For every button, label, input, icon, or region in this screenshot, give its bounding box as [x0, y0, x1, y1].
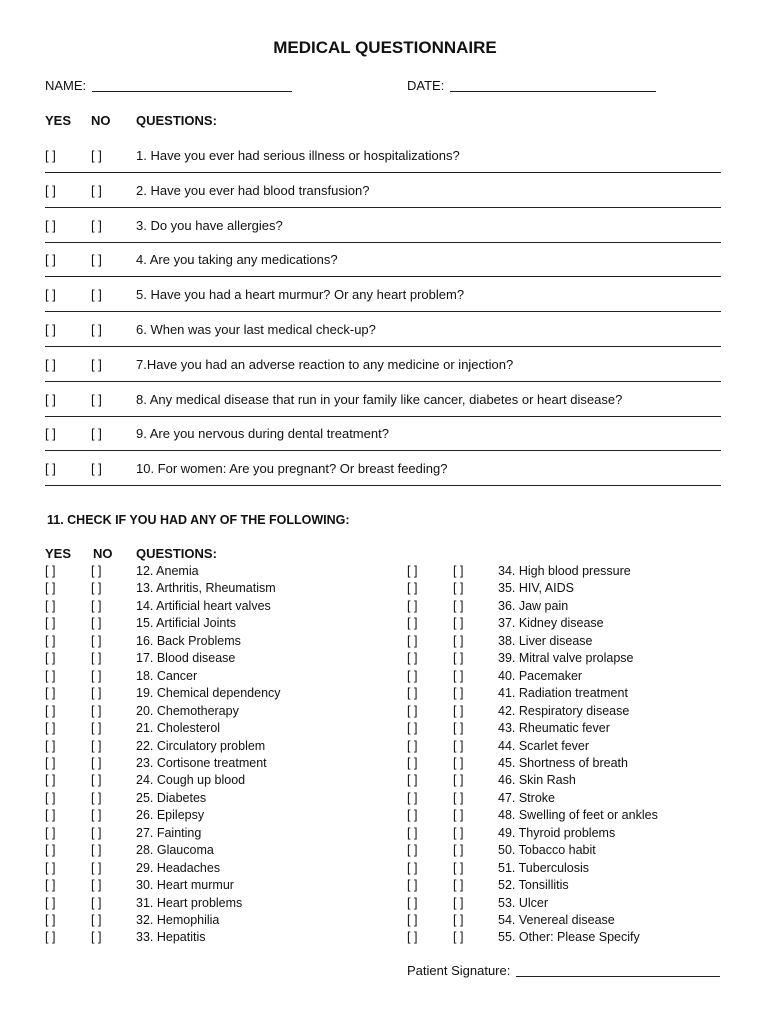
no-checkbox[interactable]: [ ] — [453, 808, 464, 822]
condition-label: 13. Arthritis, Rheumatism — [136, 581, 276, 595]
condition-label: 45. Shortness of breath — [498, 756, 628, 770]
yes-checkbox[interactable]: [ ] — [45, 704, 56, 718]
yes-checkbox[interactable]: [ ] — [407, 913, 418, 927]
question-row — [0, 357, 770, 379]
yes-checkbox[interactable]: [ ] — [45, 322, 56, 337]
question-text: 8. Any medical disease that run in your family like cancer, diabetes or heart disease? — [136, 392, 623, 407]
no-checkbox[interactable]: [ ] — [91, 878, 102, 892]
condition-label: 39. Mitral valve prolapse — [498, 651, 634, 665]
no-checkbox[interactable]: [ ] — [91, 773, 102, 787]
condition-label: 31. Heart problems — [136, 896, 243, 910]
condition-row — [0, 896, 770, 913]
yes-checkbox[interactable]: [ ] — [45, 878, 56, 892]
yes-checkbox[interactable]: [ ] — [407, 808, 418, 822]
name-label: NAME: — [45, 78, 87, 93]
no-checkbox[interactable]: [ ] — [453, 791, 464, 805]
no-checkbox[interactable]: [ ] — [453, 739, 464, 753]
condition-label: 19. Chemical dependency — [136, 686, 281, 700]
question-row — [0, 287, 770, 309]
yes-checkbox[interactable]: [ ] — [45, 843, 56, 857]
no-checkbox[interactable]: [ ] — [91, 930, 102, 944]
no-checkbox[interactable]: [ ] — [91, 564, 102, 578]
no-checkbox[interactable]: [ ] — [91, 218, 102, 233]
name-input-line[interactable] — [92, 79, 292, 92]
no-checkbox[interactable]: [ ] — [453, 581, 464, 595]
condition-row — [0, 826, 770, 843]
no-checkbox[interactable]: [ ] — [453, 896, 464, 910]
yes-checkbox[interactable]: [ ] — [45, 183, 56, 198]
yes-checkbox[interactable]: [ ] — [45, 218, 56, 233]
condition-label: 33. Hepatitis — [136, 930, 206, 944]
answer-line[interactable] — [45, 450, 721, 451]
no-column-header: NO — [91, 113, 111, 128]
condition-label: 30. Heart murmur — [136, 878, 234, 892]
yes-checkbox[interactable]: [ ] — [45, 357, 56, 372]
yes-checkbox[interactable]: [ ] — [407, 651, 418, 665]
yes-checkbox[interactable]: [ ] — [45, 756, 56, 770]
yes-checkbox[interactable]: [ ] — [45, 252, 56, 267]
condition-row — [0, 634, 770, 651]
condition-label: 55. Other: Please Specify — [498, 930, 640, 944]
condition-row — [0, 651, 770, 668]
no-checkbox[interactable]: [ ] — [453, 704, 464, 718]
yes-checkbox[interactable]: [ ] — [407, 739, 418, 753]
no-checkbox[interactable]: [ ] — [91, 599, 102, 613]
question-row — [0, 322, 770, 344]
question-row — [0, 426, 770, 448]
no-checkbox[interactable]: [ ] — [453, 756, 464, 770]
yes-checkbox[interactable]: [ ] — [45, 686, 56, 700]
condition-label: 47. Stroke — [498, 791, 555, 805]
no-checkbox[interactable]: [ ] — [453, 773, 464, 787]
condition-label: 37. Kidney disease — [498, 616, 604, 630]
answer-line[interactable] — [45, 381, 721, 382]
yes-checkbox[interactable]: [ ] — [45, 651, 56, 665]
condition-label: 21. Cholesterol — [136, 721, 221, 735]
no-checkbox[interactable]: [ ] — [453, 843, 464, 857]
condition-row — [0, 861, 770, 878]
question-text: 7.Have you had an adverse reaction to any medicine or injection? — [136, 357, 514, 372]
questions-column-header: QUESTIONS: — [136, 113, 217, 128]
no-checkbox[interactable]: [ ] — [453, 564, 464, 578]
condition-label: 50. Tobacco habit — [498, 843, 596, 857]
no-checkbox[interactable]: [ ] — [453, 686, 464, 700]
condition-row — [0, 791, 770, 808]
no-checkbox[interactable]: [ ] — [91, 651, 102, 665]
yes-checkbox[interactable]: [ ] — [407, 599, 418, 613]
condition-row — [0, 721, 770, 738]
yes-checkbox[interactable]: [ ] — [407, 686, 418, 700]
condition-label: 49. Thyroid problems — [498, 826, 616, 840]
no-checkbox[interactable]: [ ] — [91, 392, 102, 407]
no-checkbox[interactable]: [ ] — [453, 634, 464, 648]
yes-checkbox[interactable]: [ ] — [45, 634, 56, 648]
page-title: MEDICAL QUESTIONNAIRE — [273, 38, 497, 57]
yes-checkbox[interactable]: [ ] — [407, 878, 418, 892]
yes-checkbox[interactable]: [ ] — [45, 461, 56, 476]
yes-checkbox[interactable]: [ ] — [407, 756, 418, 770]
signature-label: Patient Signature: — [407, 963, 511, 978]
yes-checkbox[interactable]: [ ] — [407, 791, 418, 805]
answer-line[interactable] — [45, 311, 721, 312]
condition-row — [0, 739, 770, 756]
no-checkbox[interactable]: [ ] — [91, 616, 102, 630]
question-row — [0, 183, 770, 205]
condition-label: 46. Skin Rash — [498, 773, 576, 787]
no-checkbox[interactable]: [ ] — [453, 930, 464, 944]
yes-checkbox[interactable]: [ ] — [407, 843, 418, 857]
yes-checkbox[interactable]: [ ] — [45, 669, 56, 683]
yes-checkbox[interactable]: [ ] — [407, 773, 418, 787]
question-row — [0, 252, 770, 274]
no-checkbox[interactable]: [ ] — [91, 322, 102, 337]
condition-label: 14. Artificial heart valves — [136, 599, 271, 613]
no-checkbox[interactable]: [ ] — [91, 913, 102, 927]
condition-label: 12. Anemia — [136, 564, 199, 578]
answer-line[interactable] — [45, 416, 721, 417]
condition-row — [0, 808, 770, 825]
condition-label: 43. Rheumatic fever — [498, 721, 610, 735]
condition-row — [0, 686, 770, 703]
yes-checkbox[interactable]: [ ] — [407, 581, 418, 595]
yes-checkbox[interactable]: [ ] — [45, 426, 56, 441]
question-row — [0, 218, 770, 240]
condition-label: 29. Headaches — [136, 861, 221, 875]
yes-checkbox[interactable]: [ ] — [45, 287, 56, 302]
condition-label: 35. HIV, AIDS — [498, 581, 574, 595]
no-checkbox[interactable]: [ ] — [91, 826, 102, 840]
condition-row — [0, 564, 770, 581]
conditions-questions-header: QUESTIONS: — [136, 546, 217, 561]
question-row — [0, 461, 770, 483]
section-title: 11. CHECK IF YOU HAD ANY OF THE FOLLOWING: — [47, 513, 350, 527]
yes-checkbox[interactable]: [ ] — [45, 826, 56, 840]
condition-label: 23. Cortisone treatment — [136, 756, 267, 770]
condition-label: 24. Cough up blood — [136, 773, 246, 787]
condition-label: 36. Jaw pain — [498, 599, 569, 613]
yes-checkbox[interactable]: [ ] — [45, 616, 56, 630]
condition-label: 38. Liver disease — [498, 634, 593, 648]
condition-label: 34. High blood pressure — [498, 564, 631, 578]
yes-checkbox[interactable]: [ ] — [45, 564, 56, 578]
yes-checkbox[interactable]: [ ] — [407, 861, 418, 875]
yes-checkbox[interactable]: [ ] — [45, 930, 56, 944]
yes-checkbox[interactable]: [ ] — [45, 739, 56, 753]
no-checkbox[interactable]: [ ] — [453, 599, 464, 613]
condition-label: 41. Radiation treatment — [498, 686, 628, 700]
yes-checkbox[interactable]: [ ] — [407, 704, 418, 718]
name-field — [45, 78, 292, 93]
condition-label: 53. Ulcer — [498, 896, 549, 910]
condition-row — [0, 756, 770, 773]
yes-checkbox[interactable]: [ ] — [45, 808, 56, 822]
yes-checkbox[interactable]: [ ] — [407, 826, 418, 840]
condition-label: 22. Circulatory problem — [136, 739, 266, 753]
condition-row — [0, 773, 770, 790]
no-checkbox[interactable]: [ ] — [91, 461, 102, 476]
no-checkbox[interactable]: [ ] — [91, 357, 102, 372]
signature-input-line[interactable] — [516, 964, 720, 977]
no-checkbox[interactable]: [ ] — [91, 739, 102, 753]
yes-checkbox[interactable]: [ ] — [407, 930, 418, 944]
yes-checkbox[interactable]: [ ] — [407, 564, 418, 578]
condition-label: 28. Glaucoma — [136, 843, 214, 857]
yes-checkbox[interactable]: [ ] — [45, 913, 56, 927]
question-text: 10. For women: Are you pregnant? Or breast feeding? — [136, 461, 448, 476]
condition-row — [0, 581, 770, 598]
yes-checkbox[interactable]: [ ] — [407, 634, 418, 648]
no-checkbox[interactable]: [ ] — [91, 861, 102, 875]
question-text: 3. Do you have allergies? — [136, 218, 283, 233]
condition-label: 42. Respiratory disease — [498, 704, 630, 718]
condition-row — [0, 843, 770, 860]
condition-label: 52. Tonsillitis — [498, 878, 569, 892]
no-checkbox[interactable]: [ ] — [453, 616, 464, 630]
question-text: 9. Are you nervous during dental treatment? — [136, 426, 389, 441]
no-checkbox[interactable]: [ ] — [453, 669, 464, 683]
yes-checkbox[interactable]: [ ] — [45, 721, 56, 735]
yes-checkbox[interactable]: [ ] — [407, 669, 418, 683]
condition-label: 51. Tuberculosis — [498, 861, 590, 875]
question-row — [0, 392, 770, 414]
no-checkbox[interactable]: [ ] — [91, 686, 102, 700]
yes-checkbox[interactable]: [ ] — [45, 599, 56, 613]
no-checkbox[interactable]: [ ] — [91, 808, 102, 822]
question-row — [0, 148, 770, 170]
condition-label: 48. Swelling of feet or ankles — [498, 808, 658, 822]
signature-field — [407, 963, 720, 978]
condition-row — [0, 669, 770, 686]
yes-checkbox[interactable]: [ ] — [407, 721, 418, 735]
answer-line[interactable] — [45, 346, 721, 347]
no-checkbox[interactable]: [ ] — [91, 896, 102, 910]
condition-label: 16. Back Problems — [136, 634, 241, 648]
no-checkbox[interactable]: [ ] — [91, 581, 102, 595]
no-checkbox[interactable]: [ ] — [453, 826, 464, 840]
answer-line[interactable] — [45, 207, 721, 208]
condition-row — [0, 878, 770, 895]
no-checkbox[interactable]: [ ] — [91, 704, 102, 718]
condition-label: 15. Artificial Joints — [136, 616, 237, 630]
no-checkbox[interactable]: [ ] — [91, 791, 102, 805]
date-input-line[interactable] — [450, 79, 656, 92]
no-checkbox[interactable]: [ ] — [91, 756, 102, 770]
condition-label: 44. Scarlet fever — [498, 739, 590, 753]
no-checkbox[interactable]: [ ] — [453, 913, 464, 927]
yes-checkbox[interactable]: [ ] — [45, 392, 56, 407]
yes-checkbox[interactable]: [ ] — [45, 773, 56, 787]
condition-row — [0, 930, 770, 947]
date-label: DATE: — [407, 78, 445, 93]
yes-checkbox[interactable]: [ ] — [45, 148, 56, 163]
no-checkbox[interactable]: [ ] — [91, 426, 102, 441]
no-checkbox[interactable]: [ ] — [91, 252, 102, 267]
no-checkbox[interactable]: [ ] — [91, 634, 102, 648]
condition-row — [0, 599, 770, 616]
yes-checkbox[interactable]: [ ] — [45, 861, 56, 875]
no-checkbox[interactable]: [ ] — [91, 721, 102, 735]
question-text: 6. When was your last medical check-up? — [136, 322, 376, 337]
yes-checkbox[interactable]: [ ] — [407, 896, 418, 910]
condition-label: 26. Epilepsy — [136, 808, 205, 822]
condition-row — [0, 913, 770, 930]
no-checkbox[interactable]: [ ] — [453, 651, 464, 665]
conditions-no-header: NO — [93, 546, 113, 561]
question-text: 5. Have you had a heart murmur? Or any heart problem? — [136, 287, 465, 302]
no-checkbox[interactable]: [ ] — [91, 287, 102, 302]
date-field — [407, 78, 656, 93]
answer-line[interactable] — [45, 276, 721, 277]
condition-label: 40. Pacemaker — [498, 669, 583, 683]
yes-checkbox[interactable]: [ ] — [45, 896, 56, 910]
condition-label: 54. Venereal disease — [498, 913, 615, 927]
condition-label: 27. Fainting — [136, 826, 202, 840]
condition-label: 18. Cancer — [136, 669, 198, 683]
question-text: 2. Have you ever had blood transfusion? — [136, 183, 370, 198]
question-text: 1. Have you ever had serious illness or hospitalizations? — [136, 148, 460, 163]
no-checkbox[interactable]: [ ] — [453, 878, 464, 892]
condition-row — [0, 704, 770, 721]
condition-label: 17. Blood disease — [136, 651, 236, 665]
no-checkbox[interactable]: [ ] — [91, 148, 102, 163]
yes-checkbox[interactable]: [ ] — [45, 791, 56, 805]
yes-checkbox[interactable]: [ ] — [45, 581, 56, 595]
answer-line[interactable] — [45, 172, 721, 173]
no-checkbox[interactable]: [ ] — [453, 861, 464, 875]
condition-label: 32. Hemophilia — [136, 913, 220, 927]
answer-line[interactable] — [45, 242, 721, 243]
no-checkbox[interactable]: [ ] — [453, 721, 464, 735]
yes-checkbox[interactable]: [ ] — [407, 616, 418, 630]
yes-column-header: YES — [45, 113, 72, 128]
no-checkbox[interactable]: [ ] — [91, 669, 102, 683]
no-checkbox[interactable]: [ ] — [91, 843, 102, 857]
question-text: 4. Are you taking any medications? — [136, 252, 338, 267]
condition-row — [0, 616, 770, 633]
condition-label: 25. Diabetes — [136, 791, 207, 805]
no-checkbox[interactable]: [ ] — [91, 183, 102, 198]
condition-label: 20. Chemotherapy — [136, 704, 239, 718]
conditions-yes-header: YES — [45, 546, 72, 561]
answer-line[interactable] — [45, 485, 721, 486]
